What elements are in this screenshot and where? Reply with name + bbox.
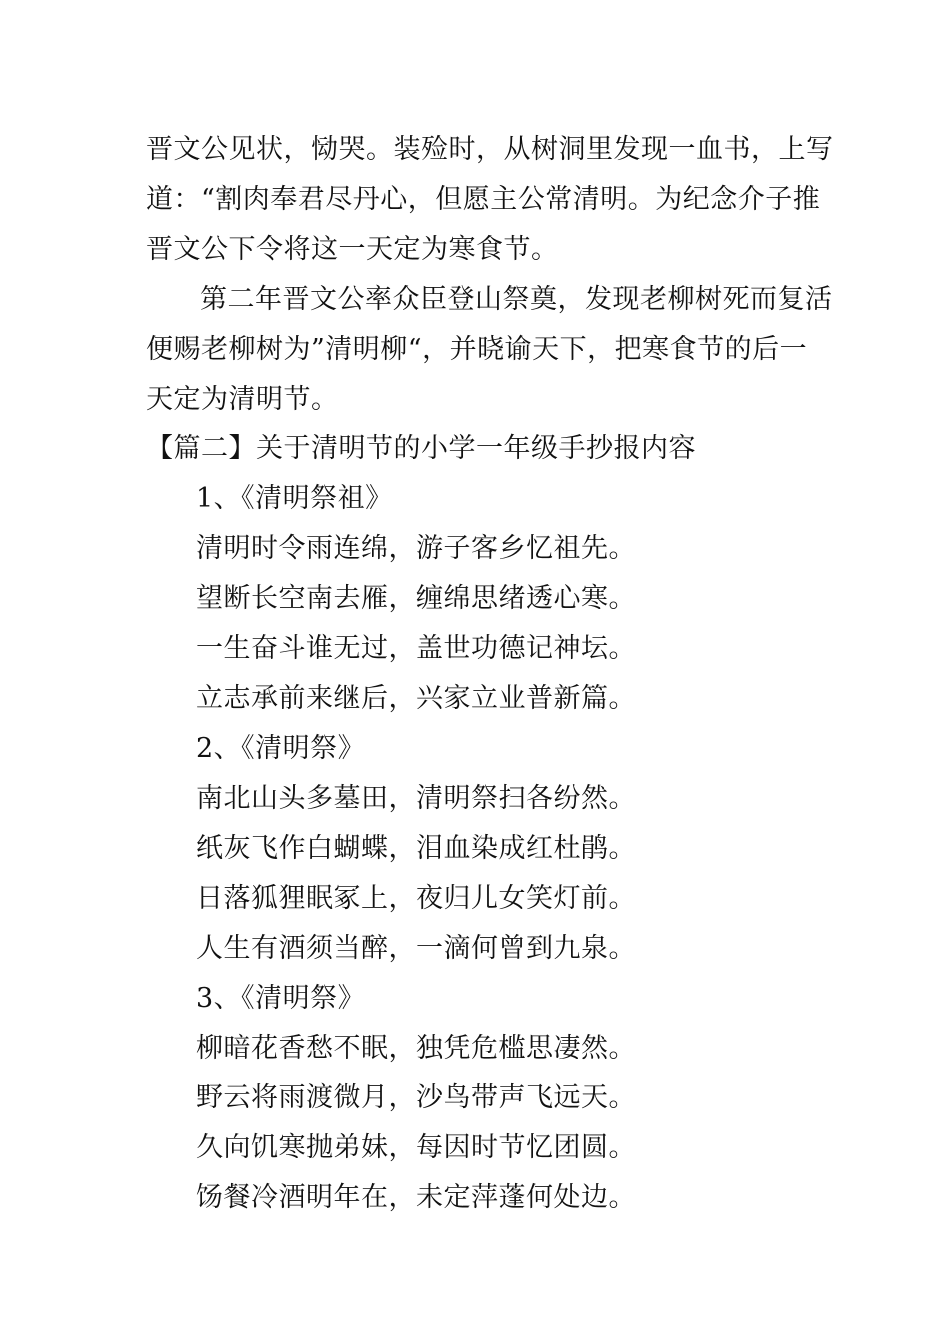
poem-3-line-1: 柳暗花香愁不眠，独凭危槛思凄然。 [196,1033,636,1064]
poem-3-line-3: 久向饥寒抛弟妹，每因时节忆团圆。 [196,1132,636,1163]
poem-2-title: 2、《清明祭》 [196,733,366,764]
section-heading: 【篇二】关于清明节的小学一年级手抄报内容 [146,433,696,464]
poem-1-title: 1、《清明祭祖》 [196,483,393,514]
poem-2-line-4: 人生有酒须当醉，一滴何曾到九泉。 [196,933,636,964]
poem-2-line-3: 日落狐狸眠冢上，夜归儿女笑灯前。 [196,883,636,914]
poem-1-line-3: 一生奋斗谁无过，盖世功德记神坛。 [196,633,636,664]
poem-2-line-1: 南北山头多墓田，清明祭扫各纷然。 [196,783,636,814]
poem-1-line-1: 清明时令雨连绵，游子客乡忆祖先。 [196,533,636,564]
poem-3-line-2: 野云将雨渡微月，沙鸟带声飞远天。 [196,1082,636,1113]
paragraph-2-line-2: 便赐老柳树为”清明柳“，并晓谕天下，把寒食节的后一 [146,334,808,365]
paragraph-2-line-1: 第二年晋文公率众臣登山祭奠，发现老柳树死而复活 [200,284,833,315]
paragraph-1-line-3: 晋文公下令将这一天定为寒食节。 [146,234,559,265]
paragraph-1-line-2: 道：“割肉奉君尽丹心，但愿主公常清明。为纪念介子推 [146,184,821,215]
paragraph-2-line-3: 天定为清明节。 [146,384,339,415]
paragraph-1-line-1: 晋文公见状，恸哭。装殓时，从树洞里发现一血书，上写 [146,134,834,165]
poem-2-line-2: 纸灰飞作白蝴蝶，泪血染成红杜鹃。 [196,833,636,864]
poem-3-line-4: 饧餐冷酒明年在，未定萍蓬何处边。 [196,1182,636,1213]
poem-1-line-2: 望断长空南去雁，缠绵思绪透心寒。 [196,583,636,614]
poem-3-title: 3、《清明祭》 [196,983,366,1014]
poem-1-line-4: 立志承前来继后，兴家立业普新篇。 [196,683,636,714]
